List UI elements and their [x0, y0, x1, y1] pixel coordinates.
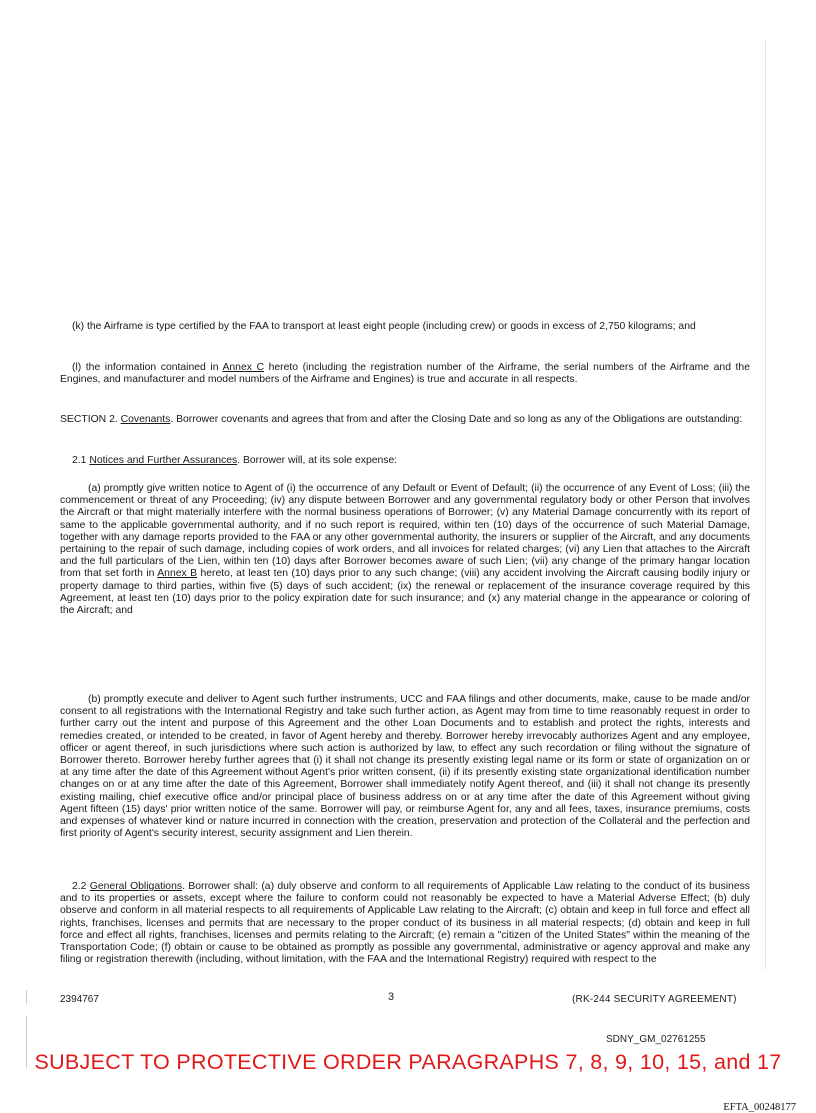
efta-number: EFTA_00248177 — [723, 1102, 796, 1113]
document-reference: (RK-244 SECURITY AGREEMENT) — [572, 994, 737, 1005]
clause-b: (b) promptly execute and deliver to Agent such further instruments, UCC and FAA filings and other documents, make, cause to be made and/or consent to all registrations with the International Registry and take such further action, as Agent may from time to time reasonably request in order to further carry out the intent and purpose of this Agreement and the other Loan Documents and to establish and protect the rights, interests and remedies created, or intended to be created, in favor of Agent hereby and thereby. Borrower hereby irrevocably authorizes Agent and any employee, officer or agent thereof, in such jurisdictions where such action is authorized by law, to effect any such recordation or filing without the signature of Borrower thereto. Borrower hereby further agrees that (i) it shall not change its presently existing legal name or its form or state of organization on or at any time after the date of this Agreement without Agent's prior written consent, (ii) if its presently existing state organizational identification number changes on or at any time after the date of this Agreement, Borrower shall immediately notify Agent thereof, and (iii) it shall not change its presently existing mailing, chief executive office and/or principal place of business address on or at any time after the date of this Agreement without giving Agent fifteen (15) days' prior written notice of the same. Borrower will pay, or reimburse Agent for, any and all fees, taxes, insurance premiums, costs and expenses of whatever kind or nature incurred in connection with the creation, preservation and protection of the Collateral and the perfection and first priority of Agent's security interest, security assignment and Lien therein. — [60, 694, 750, 840]
clause-a-text-rest: hereto, at least ten (10) days prior to any such change; (viii) any accident involving the Aircraft causing bodily injury or property damage to third parties, within five (5) days of such accident; (ix) the renewal or replacement of the insurance coverage required by this Agreement, at least ten (10) days prior to the policy expiration date for such insurance; and (x) any material change in the appearance or coloring of the Aircraft; and — [60, 568, 751, 617]
subsection-2-2 — [60, 881, 750, 966]
subsection-text: . Borrower shall: (a) duly observe and conform to all requirements of Applicable Law relating to the conduct of its business and to its properties or assets, except where the failure to conform could not reasonably be expected to have a Material Adverse Effect; (b) duly observe and conform in all material respects to all requirements of Applicable Law relating to the Aircraft; (c) obtain and keep in full force and effect all rights, franchises, licenses and permits that are necessary to the proper conduct of its business in all material respects; (d) obtain and keep in full force and effect all rights, franchises, licenses and permits relating to the Aircraft; (e) remain a "citizen of the United States" within the meaning of the Transportation Code; (f) obtain or cause to be obtained as promptly as possible any governmental, administrative or agency approval and make any filing or registration therewith (including, without limitation, with the FAA and the International Registry) required with respect to the — [60, 881, 750, 966]
section-label: SECTION 2. — [60, 414, 121, 425]
scan-artifact — [26, 990, 27, 1004]
bates-number: SDNY_GM_02761255 — [606, 1034, 706, 1045]
subsection-number: 2.1 — [72, 455, 90, 466]
subsection-text: . Borrower will, at its sole expense: — [237, 455, 398, 466]
clause-l-text: (l) the information contained in — [72, 362, 223, 373]
section-text: . Borrower covenants and agrees that from and after the Closing Date and so long as any of the Obligations are outstanding: — [170, 414, 743, 425]
document-id: 2394767 — [60, 994, 99, 1005]
clause-l-text-rest: hereto (including the registration number of the Airframe, the serial numbers of the Airframe and the Engines, and manufacturer and model numbers of the Airframe and Engines) is true and accurate in all respects. — [60, 362, 750, 386]
protective-order-stamp: SUBJECT TO PROTECTIVE ORDER PARAGRAPHS 7, 8, 9, 10, 15, and 17 — [34, 1050, 782, 1074]
subsection-number: 2.2 — [72, 881, 90, 892]
page-number: 3 — [388, 991, 395, 1003]
clause-a-text: (a) promptly give written notice to Agent of (i) the occurrence of any Default or Event of Default; (ii) the occurrence of any Event of Loss; (iii) the commencement or threat of any Proceeding; (iv) any dispute between Borrower and any governmental regulatory body or other Person that involves the Aircraft or that might materially interfere with the normal business operations of Borrower; (v) any Material Damage concurrently with its report of same to the applicable governmental authority, and if no such report is required, within ten (10) days of the occurrence of such Material Damage, together with any damage reports provided to the FAA or any other governmental authority, the insurers or supplier of the Aircraft, and any documents pertaining to the repair of such damage, including copies of work orders, and all invoices for related charges; (vi) any Lien that attaches to the Aircraft and the full particulars of the Lien, within ten (10) days after Borrower becomes aware of such Lien; (vii) any change of the primary hangar location from that set forth in — [60, 483, 750, 580]
annex-b-reference: Annex B — [157, 568, 198, 580]
subsection-title: General Obligations — [89, 881, 183, 892]
scan-page-edge — [765, 40, 766, 970]
clause-k: (k) the Airframe is type certified by the FAA to transport at least eight people (including crew) or goods in excess of 2,750 kilograms; and — [72, 321, 696, 332]
annex-c-reference: Annex C — [222, 362, 264, 373]
subsection-title: Notices and Further Assurances — [89, 455, 238, 466]
subsection-2-1 — [60, 455, 750, 467]
clause-a — [60, 483, 750, 617]
clause-l — [60, 362, 750, 386]
section-2-covenants — [60, 414, 750, 426]
section-title: Covenants — [120, 414, 171, 425]
